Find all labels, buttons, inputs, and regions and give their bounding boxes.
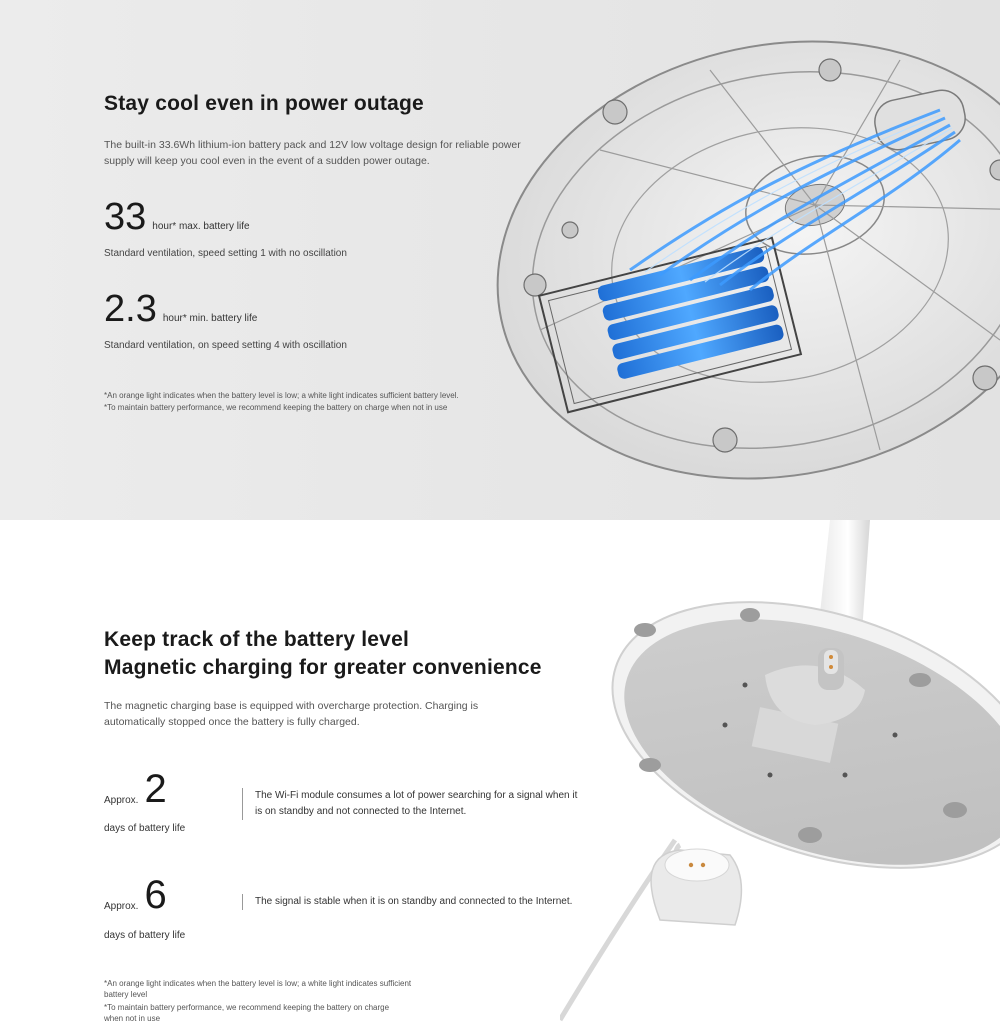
title-line-2: Magnetic charging for greater convenience xyxy=(104,656,542,679)
min-battery-stat xyxy=(104,290,257,328)
stat-value: 2.3 xyxy=(104,288,157,330)
stat-value: 33 xyxy=(104,196,147,238)
days-value: 2 xyxy=(144,767,167,811)
stat-unit: hour* min. battery life xyxy=(162,313,258,324)
section-title: Stay cool even in power outage xyxy=(104,92,424,115)
footnote: *To maintain battery performance, we recommend keeping the battery on charge when not in use xyxy=(104,1003,390,1023)
section-description: The built-in 33.6Wh lithium-ion battery pack and 12V low voltage design for reliable power supply will keep you cool even in the event of a sudden power outage. xyxy=(104,139,521,167)
days-label: days of battery life xyxy=(104,930,186,941)
days-value: 6 xyxy=(144,873,167,917)
battery-life-standby-wifi xyxy=(104,767,167,811)
footnote: *An orange light indicates when the battery level is low; a white light indicates sufficient battery level. xyxy=(104,391,459,400)
footnote: *An orange light indicates when the battery level is low; a white light indicates sufficient battery level xyxy=(104,979,412,999)
stat-unit: hour* max. battery life xyxy=(152,221,250,232)
approx-label: Approx. xyxy=(104,795,139,806)
stat-description: Standard ventilation, on speed setting 4 with oscillation xyxy=(104,340,347,351)
title-line-1: Keep track of the battery level xyxy=(104,628,409,651)
stat-description: Standard ventilation, speed setting 1 with no oscillation xyxy=(104,248,347,259)
max-battery-stat xyxy=(104,198,250,236)
section-description: The magnetic charging base is equipped with overcharge protection. Charging is automatically stopped once the battery is fully charged. xyxy=(104,700,479,728)
battery-life-connected xyxy=(104,873,167,917)
magnetic-charging-section xyxy=(0,520,1000,1029)
wifi-note: The Wi-Fi module consumes a lot of power searching for a signal when it is on standby and not connected to the Internet. xyxy=(242,788,585,820)
approx-label: Approx. xyxy=(104,901,139,912)
footnote: *To maintain battery performance, we recommend keeping the battery on charge when not in use xyxy=(104,403,448,412)
days-label: days of battery life xyxy=(104,823,186,834)
signal-note: The signal is stable when it is on standby and connected to the Internet. xyxy=(242,894,585,910)
fan-base-battery-illustration xyxy=(480,0,1000,520)
fan-base-charger-illustration xyxy=(560,520,1000,1029)
